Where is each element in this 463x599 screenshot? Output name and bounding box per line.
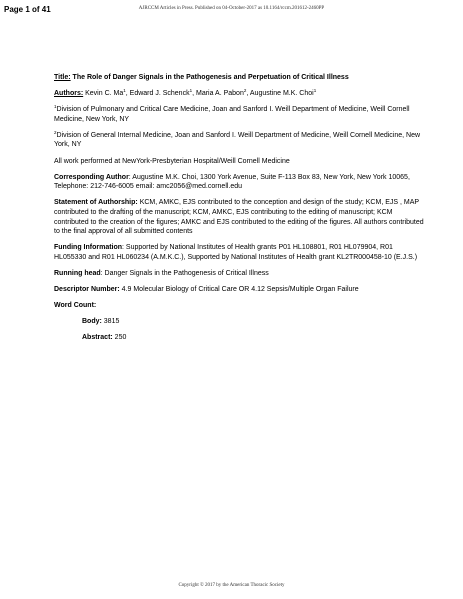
corresponding-text: : Augustine M.K. Choi, 1300 York Avenue, Suite F-113 Box 83, New York, New York 10065, Telephone: 212-746-6005 email: amc2056@med.cornell.edu [54, 173, 410, 191]
authorship-label: Statement of Authorship: [54, 199, 138, 207]
running-head-text: : Danger Signals in the Pathogenesis of Critical Illness [100, 269, 269, 277]
descriptor-number [54, 285, 424, 295]
affiliation-marker: 1 [54, 104, 57, 110]
body-count-label: Body: [82, 318, 102, 326]
running-head [54, 269, 424, 279]
funding-information [54, 243, 424, 262]
descriptor-label: Descriptor Number: [54, 286, 120, 293]
affiliation-text: Division of Pulmonary and Critical Care Medicine, Joan and Sanford I. Weill Department of Medicine, Weill Cornell Medicine, New York, NY [54, 106, 410, 123]
work-location: All work performed at NewYork-Presbyterian Hospital/Weill Cornell Medicine [54, 157, 290, 165]
author-line [54, 89, 424, 99]
affiliation-marker: 2 [54, 129, 57, 135]
authorship-text: KCM, AMKC, EJS contributed to the conception and design of the study; KCM, EJS , MAP contributed to the drafting of the manuscript; KCM, AMKC, EJS contributing to the editing of manuscript; KCM contributed to the creation of the figures; AMKC and EJS contributed to the editing of the figures. All authors contributed to the final approval of all submitted contents [54, 199, 424, 236]
title-label: Title: [54, 74, 71, 81]
funding-text: : Supported by National Institutes of Health grants P01 HL108801, R01 HL079904, R01 HL055330 and R01 HL060234 (A.M.K.C.), Supported by National Institutes of Health grant KL2TR000458-10 (E.J.S.) [54, 244, 418, 261]
authors-label: Authors: [54, 90, 84, 98]
descriptor-text: 4.9 Molecular Biology of Critical Care OR 4.12 Sepsis/Multiple Organ Failure [119, 286, 359, 293]
body-count-value: 3815 [101, 318, 120, 326]
word-count-body [82, 317, 424, 327]
abstract-count-value: 250 [112, 334, 127, 342]
word-count-label: Word Count: [54, 302, 97, 310]
abstract-count-label: Abstract: [82, 334, 113, 342]
corresponding-author [54, 173, 424, 192]
journal-header-note: AJRCCM Articles in Press. Published on 04-October-2017 as 10.1164/rccm.201612-2460PP [138, 6, 325, 11]
author-item: Augustine M.K. Choi$^1$ [249, 88, 317, 98]
authorship-statement [54, 198, 424, 236]
affiliation-text: Division of General Internal Medicine, Joan and Sanford I. Weill Department of Medicine, Weill Cornell Medicine, New York, NY [54, 131, 421, 149]
word-count-abstract [82, 333, 424, 343]
page-number-label: Page 1 of 41 [4, 5, 51, 14]
running-head-label: Running head [54, 269, 101, 277]
author-item: Maria A. Pabon$^2$, [195, 88, 250, 98]
corresponding-label: Corresponding Author [54, 173, 129, 181]
copyright-footer: Copyright © 2017 by the American Thoracic Society [178, 583, 285, 588]
author-item: Edward J. Schenck$^1$, [129, 88, 196, 98]
funding-label: Funding Information [54, 244, 123, 252]
affiliation-2 [54, 131, 424, 150]
author-item: Kevin C. Ma$^1$, [85, 88, 130, 98]
title-text: The Role of Danger Signals in the Pathogenesis and Perpetuation of Critical Illness [70, 74, 349, 81]
title-page-content [54, 73, 424, 349]
affiliation-1 [54, 105, 424, 124]
article-title [54, 73, 424, 83]
